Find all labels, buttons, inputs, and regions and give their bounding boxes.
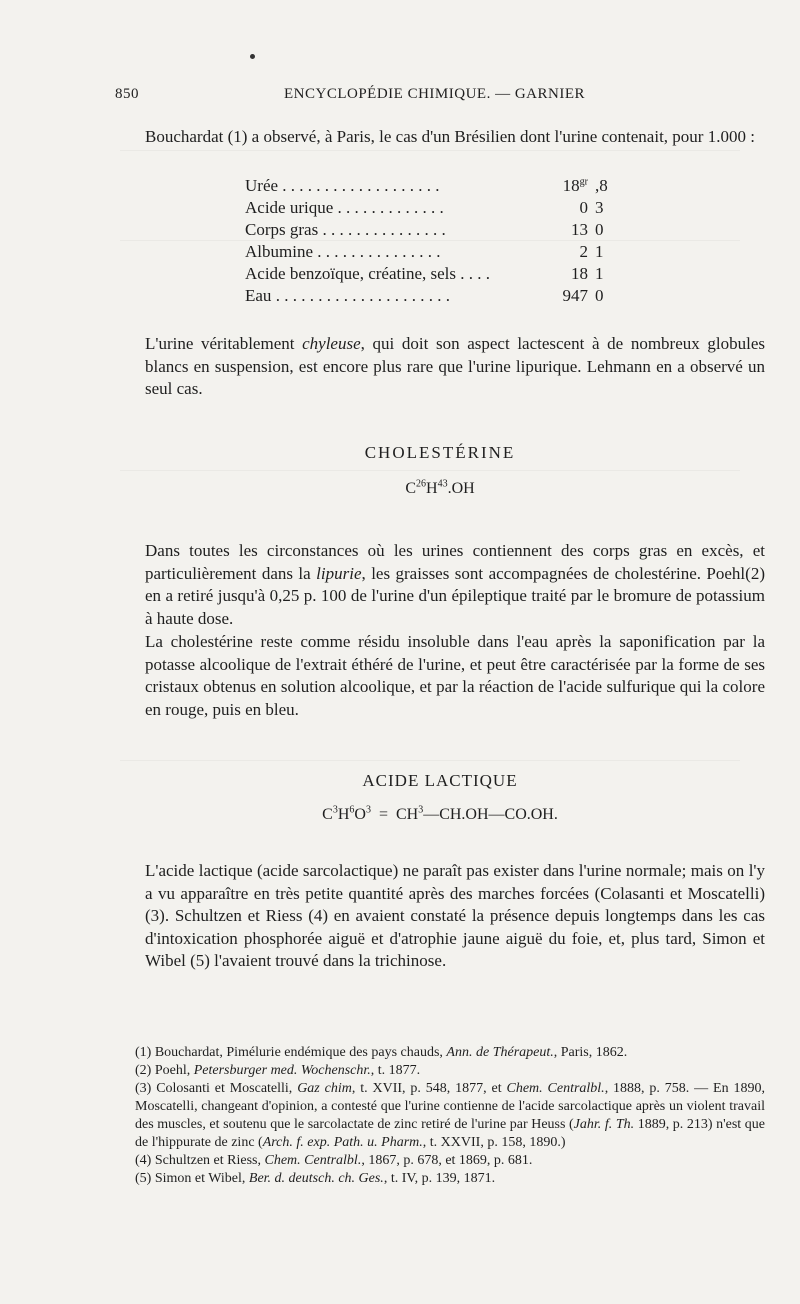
footnote-2: (2) Poehl, Petersburger med. Wochenschr., t. 1877. bbox=[135, 1063, 421, 1078]
table-row bbox=[245, 264, 605, 286]
lactique-paragraph: L'acide lactique (acide sarcolactique) ne paraît pas exister dans l'urine normale; mais on l'y a vu apparaître en très petite quantité après des marches forcées (Colasanti et Moscatelli) (3). Schultzen et Riess (4) en avaient constaté la présence depuis longtemps dans les cas d'intoxication phosphorée aiguë et d'atrophie jaune aiguë du foie, et, plus tard, Simon et Wibel (5) l'avaient trouvé dans la trichinose. bbox=[145, 861, 765, 970]
chyleuse-paragraph: L'urine véritablement chyleuse, qui doit son aspect lactescent à de nombreux globules blancs en suspension, est encore plus rare que l'urine lipurique. Lehmann en a observé un seul cas. bbox=[145, 334, 765, 398]
footnote-1: (1) Bouchardat, Pimélurie endémique des pays chauds, Ann. de Thérapeut., Paris, 1862. bbox=[135, 1045, 628, 1060]
urine-composition-table bbox=[245, 176, 608, 308]
running-title: ENCYCLOPÉDIE CHIMIQUE. — GARNIER bbox=[284, 86, 585, 102]
ink-dot bbox=[250, 54, 255, 59]
row-value-int: $18^{gr}$ bbox=[562, 176, 588, 195]
footnote-4: (4) Schultzen et Riess, Chem. Centralbl., 1867, p. 678, et 1869, p. 681. bbox=[135, 1153, 533, 1168]
running-header bbox=[115, 86, 585, 108]
lactique-formula: $C^3H^6O^3$ = $CH^3—CH.OH—CO.OH$. bbox=[322, 804, 558, 823]
row-name: Corps gras . . . . . . . . . . . . . . . bbox=[245, 220, 446, 239]
row-name: Acide urique . . . . . . . . . . . . . bbox=[245, 198, 444, 217]
section-heading-lactique: ACIDE LACTIQUE bbox=[362, 771, 518, 790]
row-name: Albumine . . . . . . . . . . . . . . . bbox=[245, 242, 441, 261]
table-row bbox=[245, 286, 605, 308]
bleed-through-line bbox=[120, 150, 740, 151]
footnote-5: (5) Simon et Wibel, Ber. d. deutsch. ch. Ges., t. IV, p. 139, 1871. bbox=[135, 1171, 496, 1186]
row-value-dec: 0 bbox=[595, 220, 604, 239]
footnote-3: (3) Colosanti et Moscatelli, Gaz chim, t. XVII, p. 548, 1877, et Chem. Centralbl., 1888, p. 758. — En 1890, Moscatelli, changeant d'opinion, a contesté que l'urine contienne de l'acide sarcolactique après un violent travail des muscles, et soutenu que le sarcolactate de zinc retiré de l'urine par Heuss (Jahr. f. Th. 1889, p. 213) n'est que de l'hippurate de zinc (Arch. f. exp. Path. u. Pharm., t. XXVII, p. 158, 1890.) bbox=[135, 1081, 765, 1150]
row-value-dec: ,8 bbox=[595, 176, 608, 195]
row-value-dec: 1 bbox=[595, 242, 604, 261]
row-name: Eau . . . . . . . . . . . . . . . . . . . . . bbox=[245, 286, 450, 305]
bleed-through-line bbox=[120, 470, 740, 471]
row-name: Acide benzoïque, créatine, sels . . . . bbox=[245, 264, 490, 283]
footnotes bbox=[115, 1044, 765, 1188]
bleed-through-line bbox=[120, 760, 740, 761]
cholesterine-paragraph-1: Dans toutes les circonstances où les urines contiennent des corps gras en excès, et particulièrement dans la lipurie, les graisses sont accompagnées de cholestérine. Poehl(2) en a retiré jusqu'à 0,25 p. 100 de l'urine d'un épileptique traité par le bromure de potassium à haute dose. bbox=[145, 541, 765, 628]
section-heading-cholesterine: CHOLESTÉRINE bbox=[364, 443, 516, 462]
row-value-dec: 1 bbox=[595, 264, 604, 283]
table-row bbox=[245, 198, 605, 220]
table-row bbox=[245, 176, 608, 198]
row-value-int: 0 bbox=[579, 198, 588, 217]
cholesterine-formula: $C^{26}H^{43}.OH$ bbox=[405, 478, 475, 497]
table-row bbox=[245, 220, 605, 242]
row-value-dec: 3 bbox=[595, 198, 604, 217]
page-number: 850 bbox=[115, 86, 139, 102]
cholesterine-paragraph-2: La cholestérine reste comme résidu insoluble dans l'eau après la saponification par la potasse alcoolique de l'extrait éthéré de l'urine, et peut être caractérisée par la forme de ses cristaux obtenus en solution alcoolique, et par la réaction de l'acide sulfurique qui la colore en rouge, puis en bleu. bbox=[145, 632, 765, 719]
row-value-int: 947 bbox=[562, 286, 588, 305]
table-row bbox=[245, 242, 605, 264]
intro-paragraph: Bouchardat (1) a observé, à Paris, le cas d'un Brésilien dont l'urine contenait, pour 1.000 : bbox=[145, 127, 755, 146]
row-value-int: 13 bbox=[571, 220, 588, 239]
row-value-int: 18 bbox=[571, 264, 588, 283]
row-value-dec: 0 bbox=[595, 286, 604, 305]
row-value-int: 2 bbox=[579, 242, 588, 261]
row-name: Urée . . . . . . . . . . . . . . . . . . . bbox=[245, 176, 440, 195]
